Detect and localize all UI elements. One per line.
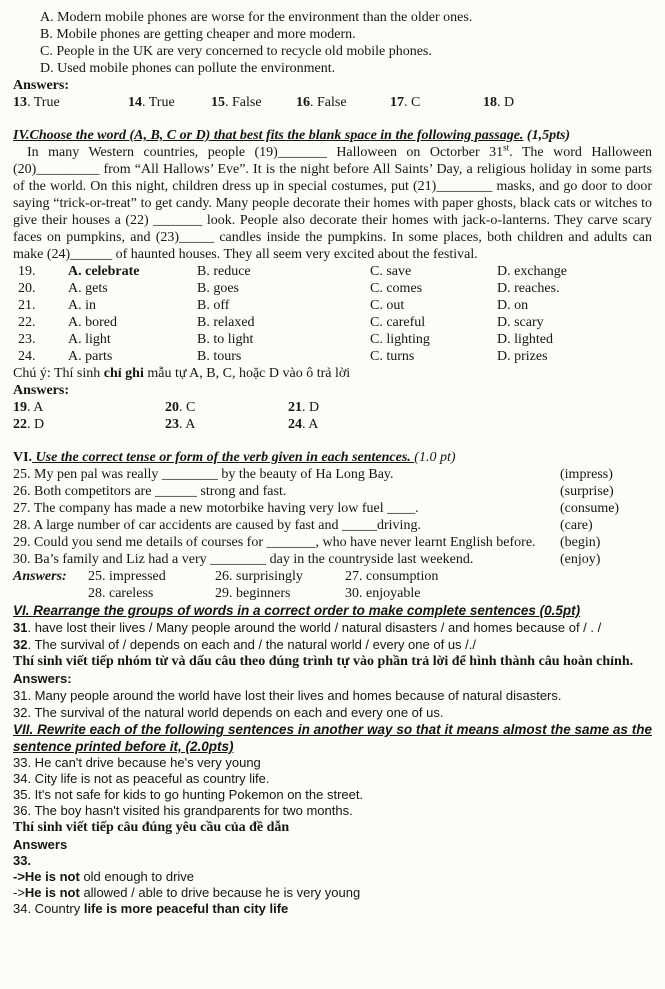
rearrange-item-31: 31. have lost their lives / Many people around the world / natural disasters / and homes because of / . / bbox=[13, 620, 602, 635]
rewrite-item-35: 35. It's not safe for kids to go hunting Pokemon on the street. bbox=[13, 787, 364, 802]
mcq-row-24: 24. A. parts B. tours C. turns D. prizes bbox=[18, 349, 548, 364]
answer-19: 19. A bbox=[13, 400, 44, 415]
answers-row-28-30 bbox=[13, 585, 652, 602]
rewrite-item-36: 36. The boy hasn't visited his grandparents for two months. bbox=[13, 803, 353, 818]
verb-hint-25: (impress) bbox=[560, 467, 613, 482]
answers-heading-25-30: Answers: bbox=[13, 569, 67, 584]
answer-16: 16. False bbox=[296, 95, 347, 110]
section-vi-rearrange-heading: VI. Rearrange the groups of words in a correct order to make complete sentences (0.5pt) bbox=[13, 603, 581, 618]
superscript-st: st bbox=[503, 142, 510, 153]
answers-row-19-21 bbox=[13, 399, 652, 416]
mcq-row-21: 21. A. in B. off C. out D. on bbox=[18, 298, 529, 313]
answers-heading-13-18: Answers: bbox=[13, 78, 69, 93]
answer-33-option-1: ->He is not old enough to drive bbox=[13, 869, 195, 884]
reading-option-b: B. Mobile phones are getting cheaper and more modern. bbox=[40, 27, 356, 42]
reading-option-d: D. Used mobile phones can pollute the environment. bbox=[40, 61, 336, 76]
mcq-options-19-24 bbox=[13, 263, 652, 365]
rewrite-item-33: 33. He can't drive because he's very young bbox=[13, 755, 261, 770]
answer-33-option-2: ->He is not allowed / able to drive because he is very young bbox=[13, 885, 361, 900]
verb-item-27: 27. The company has made a new motorbike having very low fuel ____. (consume) bbox=[13, 501, 620, 516]
answers-heading-19-24: Answers: bbox=[13, 383, 69, 398]
verb-item-28: 28. A large number of car accidents are caused by fast and _____driving. (care) bbox=[13, 518, 593, 533]
verb-hint-29: (begin) bbox=[560, 535, 601, 550]
verb-hint-30: (enjoy) bbox=[560, 552, 601, 567]
note-vietnamese: Chú ý: Thí sinh chỉ ghi mẫu tự A, B, C, hoặc D vào ô trả lời bbox=[13, 366, 351, 381]
answer-27: 27. consumption bbox=[345, 569, 439, 584]
mcq-row-20: 20. A. gets B. goes C. comes D. reaches. bbox=[18, 281, 560, 296]
answer-29: 29. beginners bbox=[215, 586, 291, 601]
answers-row-25-27 bbox=[13, 568, 652, 585]
verb-hint-28: (care) bbox=[560, 518, 593, 533]
answer-30: 30. enjoyable bbox=[345, 586, 421, 601]
verb-hint-26: (surprise) bbox=[560, 484, 614, 499]
verb-items-25-30 bbox=[13, 466, 652, 568]
section-vii-heading: VII. Rewrite each of the following sentences in another way so that it means almost the same as the sentence printed before it, (2.0pts) bbox=[13, 722, 652, 754]
reading-option-c: C. People in the UK are very concerned to recycle old mobile phones. bbox=[40, 44, 432, 59]
answer-33-label: 33. bbox=[13, 853, 32, 868]
verb-item-25: 25. My pen pal was really ________ by the beauty of Ha Long Bay. (impress) bbox=[13, 467, 613, 482]
mcq-row-19: 19. A. celebrate B. reduce C. save D. exchange bbox=[18, 264, 567, 279]
answer-25: 25. impressed bbox=[88, 569, 166, 584]
answer-32: 32. The survival of the natural world depends on each and every one of us. bbox=[13, 705, 444, 720]
instruction-vietnamese-rewrite: Thí sinh viết tiếp câu đúng yêu cầu của đề dẫn bbox=[13, 820, 290, 835]
answer-22: 22. D bbox=[13, 417, 45, 432]
answer-20: 20. C bbox=[165, 400, 196, 415]
section-vi-verbs-heading: VI. Use the correct tense or form of the verb given in each sentences. (1.0 pt) bbox=[13, 450, 456, 465]
verb-item-30: 30. Ba’s family and Liz had a very ________ day in the countryside last weekend. (enjoy) bbox=[13, 552, 601, 567]
answer-34: 34. Country life is more peaceful than city life bbox=[13, 901, 289, 916]
section-iv-heading: IV.Choose the word (A, B, C or D) that best fits the blank space in the following passage. (1,5pts) bbox=[13, 128, 571, 143]
answers-heading-33-36: Answers bbox=[13, 837, 68, 852]
answer-14: 14. True bbox=[128, 95, 175, 110]
answer-21: 21. D bbox=[288, 400, 320, 415]
rearrange-item-32: 32. The survival of / depends on each and / the natural world / every one of us /./ bbox=[13, 637, 476, 652]
verb-item-26: 26. Both competitors are ______ strong and fast. (surprise) bbox=[13, 484, 614, 499]
answer-31: 31. Many people around the world have lost their lives and homes because of natural disasters. bbox=[13, 688, 562, 703]
answers-row-13-18 bbox=[13, 94, 652, 111]
answer-23: 23. A bbox=[165, 417, 196, 432]
cloze-passage: In many Western countries, people (19)_______ Halloween on Octorber 31st. The word Halloween (20)_________ from “All Hallows’ Eve”. It is the night before All Saints’ Day, a religious holiday in some parts of the world. On this night, children dress up in special costumes, put (21)________ masks, and go door to door saying “trick-or-treat” to get candy. Many people decorate their homes with paper ghosts, black cats or witches to give their houses a (22) _______ look. People also decorate their homes with jack-o-lanterns. They carve scary faces on pumpkins, and (23)_____ candles inside the pumpkins. In some places, both children and adults can make (24)______ of haunted houses. They all seem very excited about the festival. bbox=[13, 142, 652, 262]
answers-row-22-24 bbox=[13, 416, 652, 433]
verb-item-29: 29. Could you send me details of courses for _______, who have never learnt English before. (begin) bbox=[13, 535, 601, 550]
mcq-row-23: 23. A. light B. to light C. lighting D. lighted bbox=[18, 332, 553, 347]
answers-heading-31-32: Answers: bbox=[13, 671, 72, 686]
mcq-row-22: 22. A. bored B. relaxed C. careful D. scary bbox=[18, 315, 544, 330]
instruction-vietnamese-rearrange: Thí sinh viết tiếp nhóm từ và dấu câu theo đúng trình tự vào phần trả lời để hình thành câu hoàn chỉnh. bbox=[13, 654, 634, 669]
answer-28: 28. careless bbox=[88, 586, 154, 601]
answer-18: 18. D bbox=[483, 95, 515, 110]
answer-13: 13. True bbox=[13, 95, 60, 110]
rewrite-item-34: 34. City life is not as peaceful as country life. bbox=[13, 771, 270, 786]
answer-26: 26. surprisingly bbox=[215, 569, 303, 584]
answer-17: 17. C bbox=[390, 95, 421, 110]
verb-hint-27: (consume) bbox=[560, 501, 620, 516]
answer-15: 15. False bbox=[211, 95, 262, 110]
answer-24: 24. A bbox=[288, 417, 319, 432]
reading-option-a: A. Modern mobile phones are worse for the environment than the older ones. bbox=[40, 10, 473, 25]
